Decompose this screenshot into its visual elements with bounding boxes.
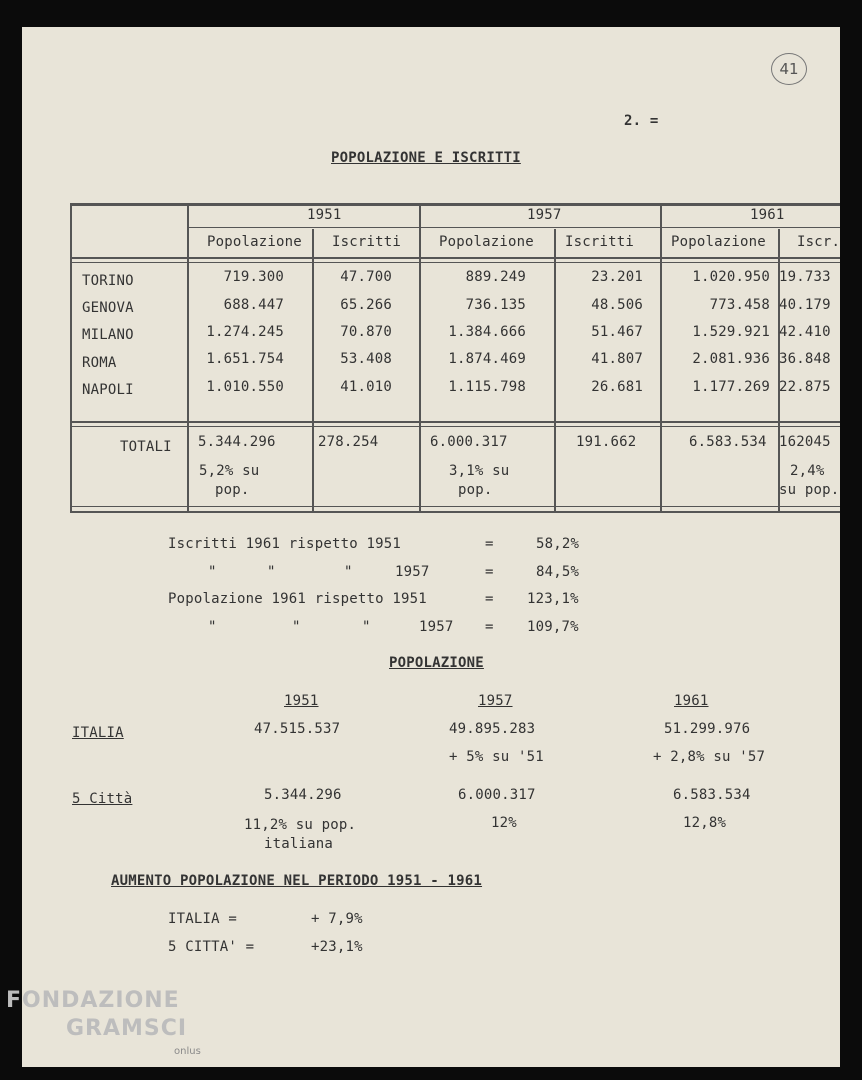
table-cell: 23.201 — [591, 269, 643, 285]
table-cell: 40.179 — [779, 297, 831, 313]
watermark-line: GRAMSCI — [66, 1016, 188, 1041]
table-cell: 1.384.666 — [448, 324, 526, 340]
totals-label: TOTALI — [120, 439, 172, 455]
comparison-equals: = — [485, 591, 494, 607]
pop-year-header: 1951 — [284, 693, 319, 709]
page-number-annotation: 41 — [771, 53, 807, 85]
table-cell: 51.467 — [591, 324, 643, 340]
table-cell: 1.529.921 — [692, 324, 770, 340]
city-name: ROMA — [82, 355, 117, 371]
table-cell: 773.458 — [709, 297, 770, 313]
table-year-header: 1957 — [527, 207, 562, 223]
city-name: MILANO — [82, 327, 134, 343]
comparison-equals: = — [485, 564, 494, 580]
ditto-mark: " — [362, 619, 371, 635]
pop-value: 5.344.296 — [264, 787, 342, 803]
pop-year-header: 1961 — [674, 693, 709, 709]
increase-label: 5 CITTA' = — [168, 939, 255, 955]
table-cell: 47.700 — [340, 269, 392, 285]
pop-note: 12,8% — [683, 815, 727, 831]
table-year-header: 1961 — [750, 207, 785, 223]
table-cell: 26.681 — [591, 379, 643, 395]
increase-value: + 7,9% — [311, 911, 363, 927]
totals-note: 5,2% su — [199, 463, 260, 479]
pop-value: 47.515.537 — [254, 721, 341, 737]
table-cell: 48.506 — [591, 297, 643, 313]
city-name: NAPOLI — [82, 382, 134, 398]
row-label: 5 Città — [72, 791, 133, 807]
table-cell: 70.870 — [340, 324, 392, 340]
city-name: GENOVA — [82, 300, 134, 316]
pop-note: + 2,8% su '57 — [653, 749, 766, 765]
table-cell: 1.020.950 — [692, 269, 770, 285]
table-cell: 41.010 — [340, 379, 392, 395]
table-cell: 889.249 — [465, 269, 526, 285]
ditto-mark: " — [292, 619, 301, 635]
watermark-line: onlus — [174, 1046, 201, 1057]
table-cell: 22.875 — [779, 379, 831, 395]
comparison-label: Iscritti 1961 rispetto 1951 — [168, 536, 401, 552]
row-label: ITALIA — [72, 725, 124, 741]
section-title: AUMENTO POPOLAZIONE NEL PERIODO 1951 - 1961 — [111, 873, 483, 889]
pop-note: 11,2% su pop. — [244, 817, 357, 833]
table-cell: 6.583.534 — [689, 434, 767, 450]
table-cell: 1.010.550 — [206, 379, 284, 395]
pop-value: 51.299.976 — [664, 721, 751, 737]
comparison-value: 123,1% — [527, 591, 579, 607]
comparison-year: 1957 — [419, 619, 454, 635]
pop-value: 6.000.317 — [458, 787, 536, 803]
table-subheader: Iscritti — [332, 234, 402, 250]
table-subheader: Iscritti — [565, 234, 635, 250]
table-cell: 1.115.798 — [448, 379, 526, 395]
table-cell: 736.135 — [465, 297, 526, 313]
table-cell: 719.300 — [223, 269, 284, 285]
pop-value: 6.583.534 — [673, 787, 751, 803]
table-cell: 191.662 — [576, 434, 637, 450]
totals-note: 3,1% su — [449, 463, 510, 479]
totals-note: su pop. — [779, 482, 840, 498]
table-cell: 6.000.317 — [430, 434, 508, 450]
comparison-equals: = — [485, 536, 494, 552]
city-name: TORINO — [82, 273, 134, 289]
comparison-value: 58,2% — [536, 536, 580, 552]
table-year-header: 1951 — [307, 207, 342, 223]
table-cell: 688.447 — [223, 297, 284, 313]
totals-note: 2,4% — [790, 463, 825, 479]
comparison-equals: = — [485, 619, 494, 635]
table-cell: 65.266 — [340, 297, 392, 313]
comparison-year: 1957 — [395, 564, 430, 580]
ditto-mark: " — [208, 619, 217, 635]
table-cell: 1.177.269 — [692, 379, 770, 395]
table-subheader: Popolazione — [207, 234, 302, 250]
ditto-mark: " — [208, 564, 217, 580]
pop-note: + 5% su '51 — [449, 749, 544, 765]
ditto-mark: " — [344, 564, 353, 580]
table-subheader: Iscr. — [797, 234, 840, 250]
table-cell: 2.081.936 — [692, 351, 770, 367]
table-cell: 162045 — [779, 434, 831, 450]
totals-note: pop. — [215, 482, 250, 498]
totals-note: pop. — [458, 482, 493, 498]
pop-year-header: 1957 — [478, 693, 513, 709]
table-cell: 36.848 — [779, 351, 831, 367]
table-cell: 42.410 — [779, 324, 831, 340]
table-cell: 278.254 — [318, 434, 379, 450]
document-page — [22, 27, 840, 1067]
document-title: POPOLAZIONE E ISCRITTI — [331, 150, 521, 166]
fondazione-gramsci-watermark — [0, 988, 230, 1078]
watermark-line: FONDAZIONE — [6, 988, 180, 1013]
page-marker: 2. = — [624, 113, 659, 129]
pop-note: 12% — [491, 815, 517, 831]
pop-note: italiana — [264, 836, 334, 852]
table-cell: 41.807 — [591, 351, 643, 367]
table-cell: 19.733 — [779, 269, 831, 285]
table-cell: 1.874.469 — [448, 351, 526, 367]
table-cell: 53.408 — [340, 351, 392, 367]
increase-label: ITALIA = — [168, 911, 238, 927]
section-title: POPOLAZIONE — [389, 655, 484, 671]
table-cell: 5.344.296 — [198, 434, 276, 450]
ditto-mark: " — [267, 564, 276, 580]
comparison-value: 84,5% — [536, 564, 580, 580]
increase-value: +23,1% — [311, 939, 363, 955]
table-cell: 1.651.754 — [206, 351, 284, 367]
table-subheader: Popolazione — [439, 234, 534, 250]
comparison-label: Popolazione 1961 rispetto 1951 — [168, 591, 427, 607]
table-cell: 1.274.245 — [206, 324, 284, 340]
table-subheader: Popolazione — [671, 234, 766, 250]
pop-value: 49.895.283 — [449, 721, 536, 737]
comparison-value: 109,7% — [527, 619, 579, 635]
